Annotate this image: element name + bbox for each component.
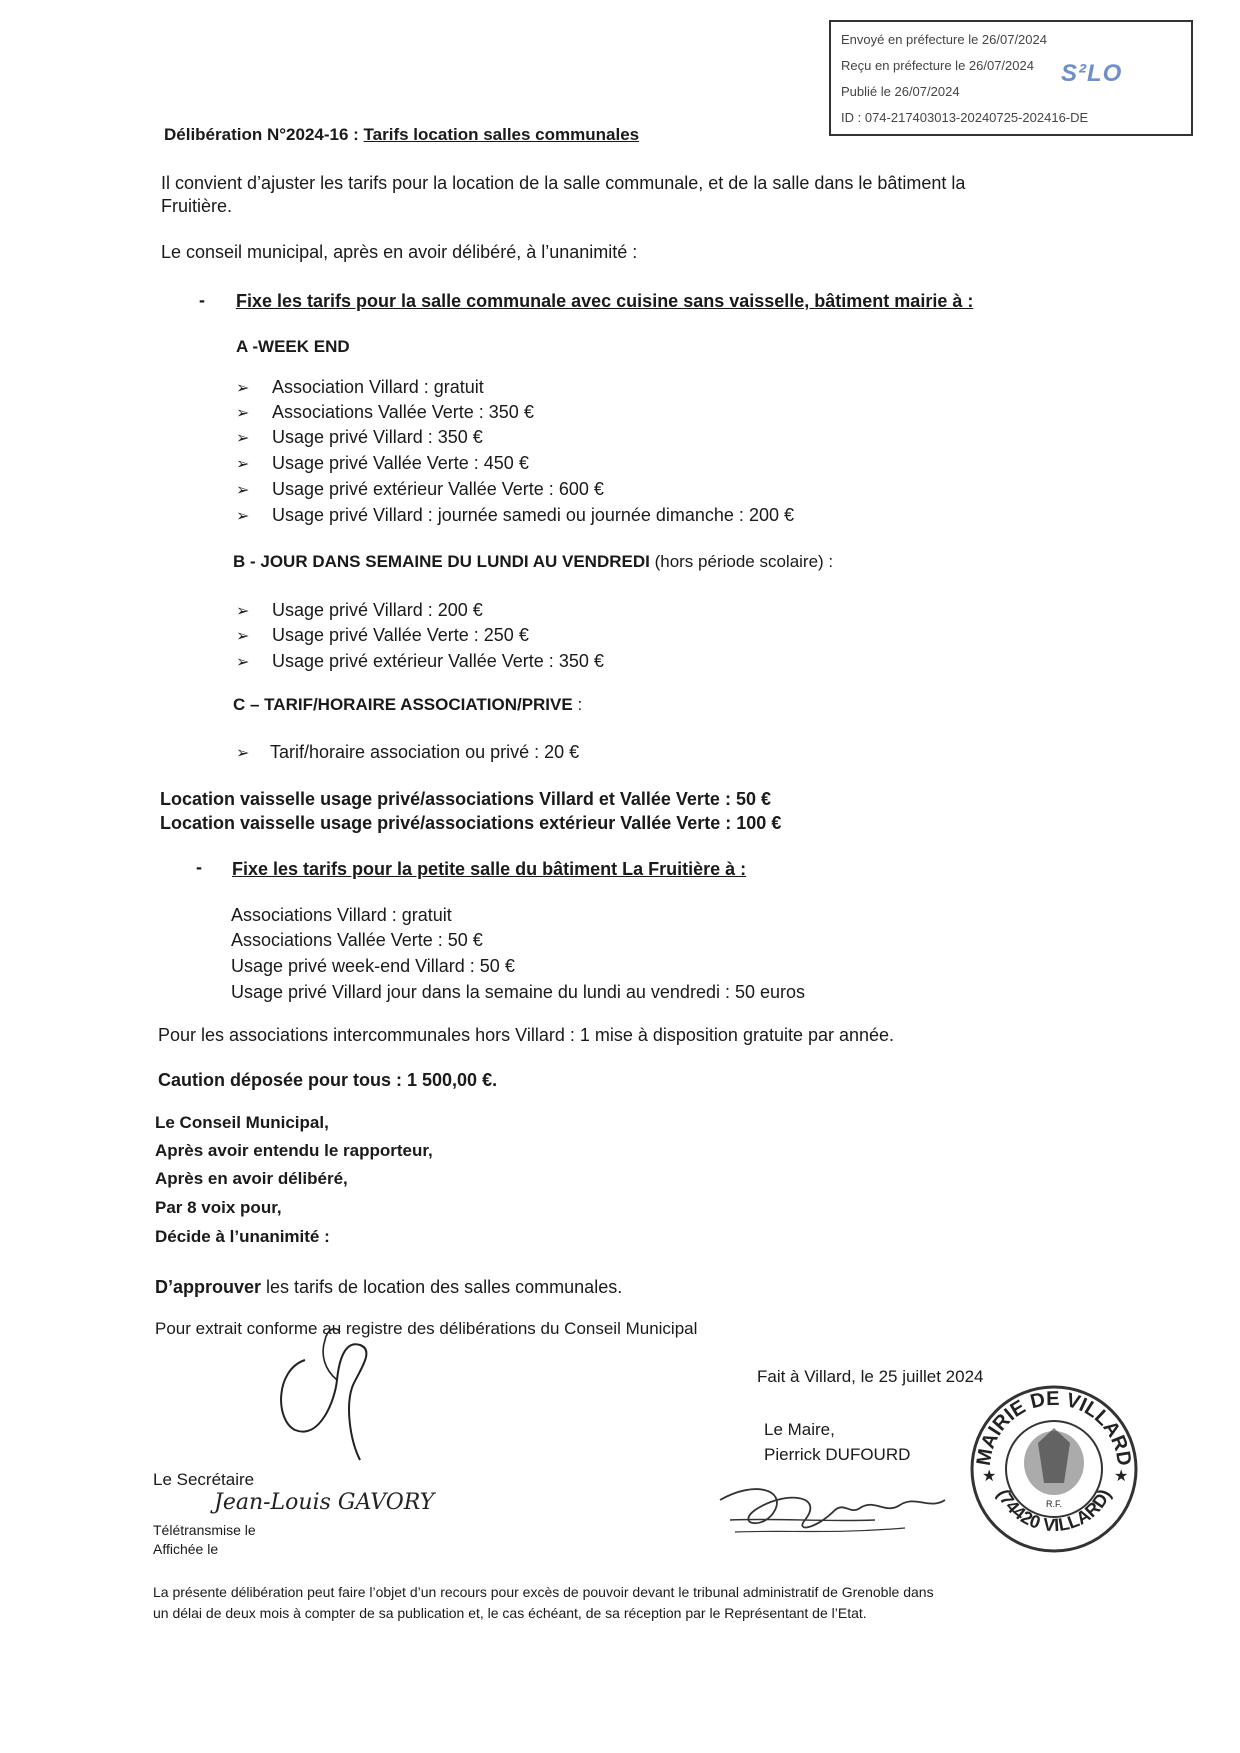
secretary-signature bbox=[265, 1310, 395, 1475]
seal-top-text: MAIRIE DE VILLARD bbox=[972, 1387, 1136, 1468]
title-prefix: Délibération N°2024-16 : bbox=[164, 125, 359, 144]
title-subject: Tarifs location salles communales bbox=[363, 125, 640, 144]
approve-bold: D’approuver bbox=[155, 1277, 262, 1297]
section-b-title-suffix: (hors période scolaire) : bbox=[654, 552, 834, 571]
section-c-title-main: C – TARIF/HORAIRE ASSOCIATION/PRIVE bbox=[233, 695, 573, 714]
stamp-published: Publié le 26/07/2024 bbox=[841, 84, 960, 99]
caution-text: Caution déposée pour tous : 1 500,00 €. bbox=[158, 1070, 498, 1090]
decision-line: Après en avoir délibéré, bbox=[155, 1169, 348, 1188]
bullet-arrow-icon: ➢ bbox=[236, 405, 250, 422]
list-item: Usage privé week-end Villard : 50 € bbox=[231, 956, 515, 976]
bullet-arrow-icon: ➢ bbox=[236, 745, 250, 762]
section1-dash: - bbox=[199, 290, 205, 310]
bullet-arrow-icon: ➢ bbox=[236, 380, 250, 397]
decision-line: Après avoir entendu le rapporteur, bbox=[155, 1141, 433, 1160]
list-item: Usage privé extérieur Vallée Verte : 350 € bbox=[272, 651, 604, 671]
place-date: Fait à Villard, le 25 juillet 2024 bbox=[757, 1367, 984, 1386]
list-item: Usage privé Vallée Verte : 450 € bbox=[272, 453, 529, 473]
bullet-arrow-icon: ➢ bbox=[236, 482, 250, 499]
list-item: Usage privé extérieur Vallée Verte : 600 € bbox=[272, 479, 604, 499]
footer-line-1: La présente délibération peut faire l’objet d’un recours pour excès de pouvoir devant le tribunal administratif de Grenoble dans bbox=[153, 1584, 934, 1600]
extract-text: Pour extrait conforme au registre des délibérations du Conseil Municipal bbox=[155, 1319, 698, 1338]
seal-rf: R.F. bbox=[1045, 1499, 1063, 1509]
section-c-title-suffix: : bbox=[577, 695, 583, 714]
intro-line-1: Il convient d’ajuster les tarifs pour la location de la salle communale, et de la salle dans le bâtiment la bbox=[161, 173, 966, 193]
bullet-arrow-icon: ➢ bbox=[236, 508, 250, 525]
approve-text bbox=[155, 1276, 622, 1298]
mayor-name: Pierrick DUFOURD bbox=[764, 1445, 911, 1464]
intercommunal-text: Pour les associations intercommunales hors Villard : 1 mise à disposition gratuite par année. bbox=[158, 1025, 895, 1045]
section1-heading: Fixe les tarifs pour la salle communale avec cuisine sans vaisselle, bâtiment mairie à : bbox=[236, 291, 974, 311]
decision-line: Décide à l’unanimité : bbox=[155, 1227, 330, 1246]
secretary-name: Jean-Louis GAVORY bbox=[214, 1490, 435, 1515]
bullet-arrow-icon: ➢ bbox=[236, 628, 250, 645]
star-icon: ★ bbox=[982, 1468, 997, 1485]
list-item: Association Villard : gratuit bbox=[272, 377, 484, 397]
council-intro: Le conseil municipal, après en avoir délibéré, à l’unanimité : bbox=[161, 242, 638, 262]
mayor-role: Le Maire, bbox=[764, 1420, 835, 1439]
list-item: Associations Vallée Verte : 50 € bbox=[231, 930, 483, 950]
bullet-arrow-icon: ➢ bbox=[236, 654, 250, 671]
section2-dash: - bbox=[196, 857, 202, 877]
list-item: Associations Vallée Verte : 350 € bbox=[272, 402, 534, 422]
bullet-arrow-icon: ➢ bbox=[236, 603, 250, 620]
s2lo-logo: S²LO bbox=[1061, 60, 1123, 87]
stamp-id: ID : 074-217403013-20240725-202416-DE bbox=[841, 110, 1089, 125]
seal-bottom-text: (74420 VILLARD) bbox=[993, 1486, 1115, 1536]
list-item: Usage privé Villard jour dans la semaine du lundi au vendredi : 50 euros bbox=[231, 982, 806, 1002]
mayor-signature bbox=[715, 1470, 965, 1550]
page-title bbox=[164, 124, 639, 146]
vaisselle-line-1: Location vaisselle usage privé/associations Villard et Vallée Verte : 50 € bbox=[160, 789, 771, 809]
approve-rest: les tarifs de location des salles communales. bbox=[261, 1277, 623, 1297]
stamp-received: Reçu en préfecture le 26/07/2024 bbox=[841, 58, 1034, 73]
list-item: Usage privé Villard : 350 € bbox=[272, 427, 483, 447]
intro-line-2: Fruitière. bbox=[161, 196, 233, 216]
decision-line: Le Conseil Municipal, bbox=[155, 1113, 329, 1132]
section2-heading: Fixe les tarifs pour la petite salle du bâtiment La Fruitière à : bbox=[232, 859, 747, 879]
section-a-title: A -WEEK END bbox=[236, 337, 350, 356]
affichee-label: Affichée le bbox=[153, 1541, 219, 1557]
decision-line: Par 8 voix pour, bbox=[155, 1198, 282, 1217]
mairie-seal bbox=[968, 1383, 1140, 1555]
teletransmise-label: Télétransmise le bbox=[153, 1522, 256, 1538]
list-item: Associations Villard : gratuit bbox=[231, 905, 452, 925]
bullet-arrow-icon: ➢ bbox=[236, 430, 250, 447]
secretary-role: Le Secrétaire bbox=[153, 1470, 255, 1489]
list-item: Tarif/horaire association ou privé : 20 € bbox=[270, 742, 580, 762]
stamp-sent: Envoyé en préfecture le 26/07/2024 bbox=[841, 32, 1047, 47]
prefecture-stamp bbox=[829, 20, 1193, 136]
section-b-title bbox=[233, 551, 833, 573]
star-icon: ★ bbox=[1114, 1468, 1129, 1485]
section-c-title bbox=[233, 694, 582, 716]
list-item: Usage privé Villard : journée samedi ou journée dimanche : 200 € bbox=[272, 505, 794, 525]
list-item: Usage privé Villard : 200 € bbox=[272, 600, 483, 620]
section-b-title-main: B - JOUR DANS SEMAINE DU LUNDI AU VENDREDI bbox=[233, 552, 650, 571]
bullet-arrow-icon: ➢ bbox=[236, 456, 250, 473]
footer-line-2: un délai de deux mois à compter de sa publication et, le cas échéant, de sa réception par le Représentant de l’Etat. bbox=[153, 1605, 867, 1621]
list-item: Usage privé Vallée Verte : 250 € bbox=[272, 625, 529, 645]
vaisselle-line-2: Location vaisselle usage privé/associations extérieur Vallée Verte : 100 € bbox=[160, 813, 782, 833]
